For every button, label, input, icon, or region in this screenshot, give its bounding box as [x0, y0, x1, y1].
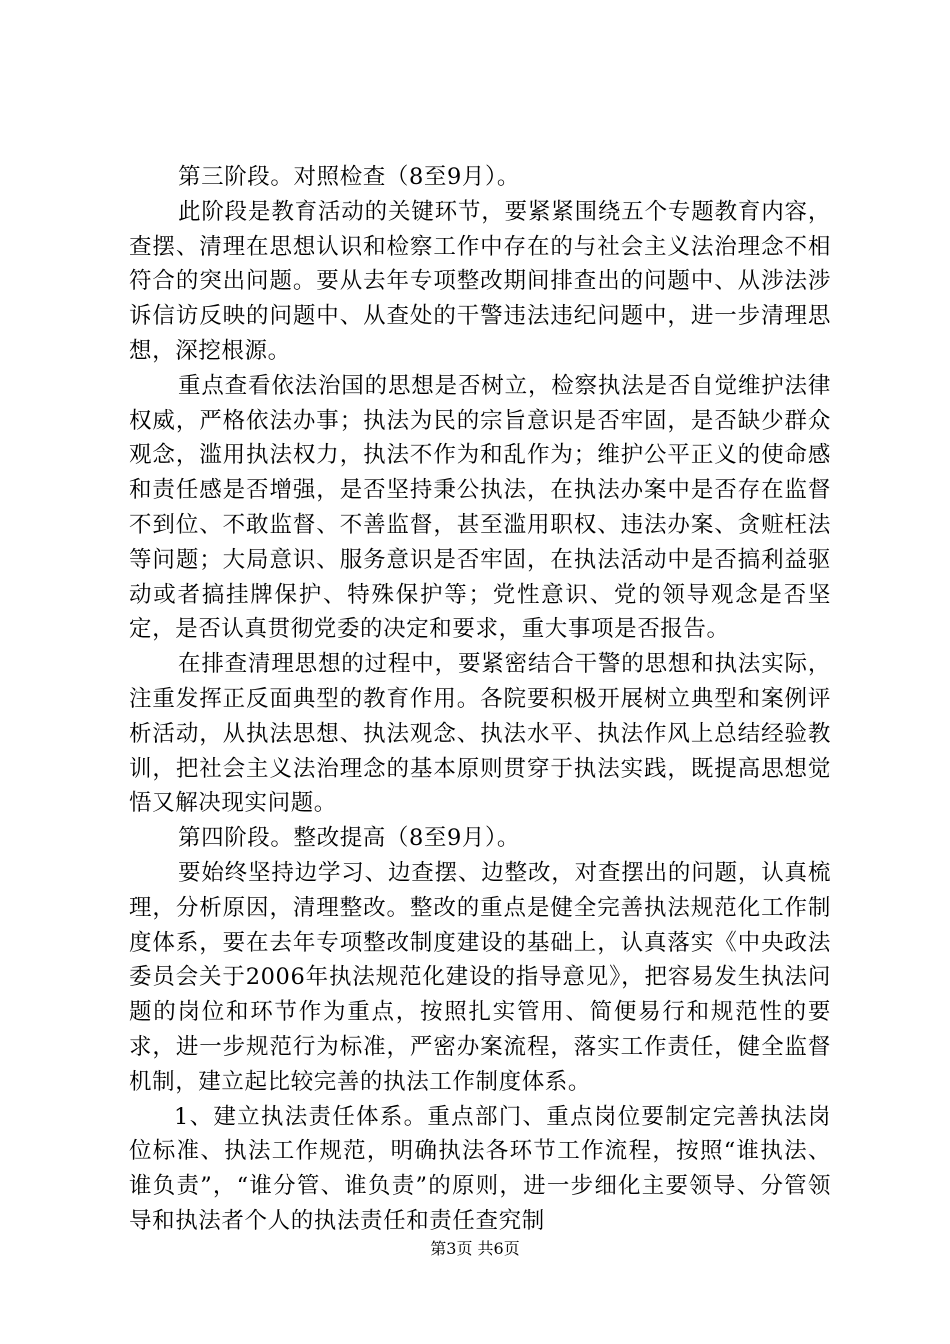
section-heading-stage-four: 第四阶段。整改提高（8至9月）。 [178, 825, 520, 852]
section-heading-stage-three: 第三阶段。对照检查（8至9月）。 [178, 164, 520, 190]
paragraph-key-checks: 重点查看依法治国的思想是否树立，检察执法是否自觉维护法律权威，严格依法办事；执法为民的宗旨意识是否牢固，是否缺少群众观念，滥用执法权力，执法不作为和乱作为；维护公平正义的使命感和责任感是否增强，是否坚持秉公执法，在执法办案中是否存在监督不到位、不敢监督、不善监督，甚至滥用职权、违法办案、贪赃枉法等问题；大局意识、服务意识是否牢固，在执法活动中是否搞利益驱动或者搞挂牌保护、特殊保护等；党性意识、党的领导观念是否坚定，是否认真贯彻党委的决定和要求，重大事项是否报告。 [129, 372, 831, 643]
list-item-responsibility-system: 1、建立执法责任体系。重点部门、重点岗位要制定完善执法岗位标准、执法工作规范，明确执法各环节工作流程，按照“谁执法、谁负责”，“谁分管、谁负责”的原则，进一步细化主要领导、分管领导和执法者个人的执法责任和责任查究制 [129, 1103, 831, 1234]
paragraph-clearing-thoughts: 在排查清理思想的过程中，要紧密结合干警的思想和执法实际，注重发挥正反面典型的教育作用。各院要积极开展树立典型和案例评析活动，从执法思想、执法观念、执法水平、执法作风上总结经验教训，把社会主义法治理念的基本原则贯穿于执法实践，既提高思想觉悟又解决现实问题。 [129, 651, 831, 817]
paragraph-stage-three-intro: 此阶段是教育活动的关键环节，要紧紧围绕五个专题教育内容，查摆、清理在思想认识和检察工作中存在的与社会主义法治理念不相符合的突出问题。要从去年专项整改期间排查出的问题中、从涉法涉诉信访反映的问题中、从查处的干警违法违纪问题中，进一步清理思想，深挖根源。 [129, 198, 831, 364]
paragraph-rectification: 要始终坚持边学习、边查摆、边整改，对查摆出的问题，认真梳理，分析原因，清理整改。整改的重点是健全完善执法规范化工作制度体系，要在去年专项整改制度建设的基础上，认真落实《中央政法委员会关于2006年执法规范化建设的指导意见》，把容易发生执法问题的岗位和环节作为重点，按照扎实管用、简便易行和规范性的要求，进一步规范行为标准，严密办案流程，落实工作责任，健全监督机制，建立起比较完善的执法工作制度体系。 [129, 859, 831, 1095]
document-body [129, 160, 831, 1239]
page-footer: 第3页 共6页 [430, 1239, 520, 1258]
